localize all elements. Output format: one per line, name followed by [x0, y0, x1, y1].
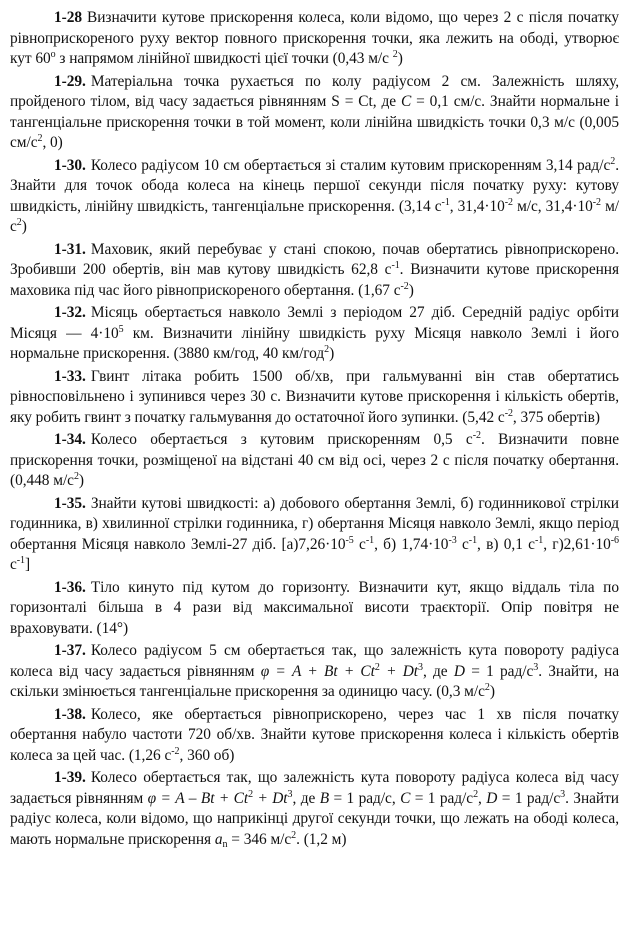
- problem-text: с: [10, 556, 17, 573]
- problem-number: 1-33.: [54, 367, 86, 385]
- formula-variable: φ = A – Bt + Ct: [147, 789, 249, 807]
- superscript: 2: [374, 661, 380, 673]
- problem-text: , 31,4·10: [449, 197, 505, 215]
- problem-text: , 0): [42, 134, 63, 151]
- problem-text: Місяць обертається навколо Землі з періодом 27 діб. Середній радіус орбіти Місяця — 4·10: [10, 304, 619, 342]
- superscript: -2: [504, 196, 513, 208]
- formula-variable: C: [400, 93, 412, 110]
- problem-item: [10, 430, 619, 492]
- problem-item: [10, 303, 619, 365]
- problem-number: 1-29.: [54, 72, 86, 90]
- problem-item: [10, 8, 619, 70]
- problem-text: ): [21, 218, 27, 235]
- superscript: 2: [248, 788, 254, 800]
- problem-number: 1-37.: [54, 642, 86, 659]
- problem-number: 1-34.: [54, 431, 86, 448]
- problem-text: , в) 0,1 с: [477, 535, 535, 553]
- superscript: 3: [533, 661, 539, 673]
- formula-variable: φ = A + Bt + Ct: [260, 662, 375, 680]
- superscript: -2: [592, 196, 601, 208]
- superscript: -5: [345, 534, 354, 546]
- formula-variable: B: [319, 789, 330, 807]
- problem-text: Колесо обертається так, що залежність кута повороту радіуса колеса від часу задається рівнянням: [10, 769, 619, 807]
- problem-text: . Визначити повне прискорення точки, розміщеної на відстані 40 см від осі, через 2 с після початку обертання. (0,448 м/с: [10, 431, 619, 489]
- superscript: 3: [418, 661, 423, 673]
- superscript: 5: [118, 323, 124, 335]
- problem-text: ,: [478, 789, 487, 807]
- problem-item: [10, 768, 619, 850]
- superscript: -1: [391, 260, 400, 271]
- problem-item: [10, 705, 619, 767]
- problem-text: = 1 рад/с: [464, 662, 534, 680]
- problem-text: с: [353, 535, 366, 553]
- problem-text: ]: [25, 556, 31, 573]
- problem-text: , 375 обертів): [512, 408, 600, 426]
- problem-text: Колесо обертається з кутовим прискоренням 0,5 с: [90, 431, 473, 448]
- formula-variable: D: [453, 662, 465, 680]
- formula-variable: + Dt: [253, 789, 288, 807]
- problem-number: 1-36.: [54, 578, 86, 596]
- problem-text: = 1 рад/с: [410, 789, 474, 807]
- superscript: -1: [441, 196, 450, 208]
- superscript: o: [50, 49, 56, 60]
- superscript: 2: [484, 682, 490, 693]
- problem-text: ): [489, 683, 495, 700]
- superscript: -1: [16, 555, 26, 566]
- problem-item: [10, 156, 619, 238]
- superscript: 3: [287, 788, 293, 800]
- problem-text: Тіло кинуто під кутом до горизонту. Визначити кут, якщо віддаль тіла по горизонталі більша в 4 рази від максимальної висоти траєкторії. Опір повітря не враховувати. (14°): [10, 578, 619, 637]
- formula-variable: a: [214, 830, 223, 848]
- problem-number: 1-30.: [54, 156, 86, 174]
- problem-number: 1-39.: [54, 769, 86, 786]
- problem-text: , де: [422, 662, 454, 680]
- superscript: 2: [473, 788, 479, 800]
- problem-text: Колесо радіусом 10 см обертається зі сталим кутовим прискоренням 3,14 рад/с: [90, 156, 611, 174]
- superscript: -1: [365, 534, 375, 546]
- problem-text: = 0,1 см/с. Знайти нормальне і тангенціальне прискорення точки в той момент, коли лінійна швидкість точки 0,3 м/с (0,005 см/с: [10, 93, 619, 151]
- problem-text: Колесо радіусом 5 см обертається так, що залежність кута повороту радіуса колеса від часу задається рівнянням: [10, 642, 619, 680]
- problem-text: з напрямом лінійної швидкості цієї точки (0,43 м/с: [55, 50, 393, 67]
- problem-text: . (1,2 м): [296, 830, 347, 848]
- superscript: -2: [400, 280, 409, 292]
- problem-number: 1-35.: [54, 494, 86, 512]
- problem-text: Знайти кутові швидкості: а) добового обертання Землі, б) годинникової стрілки годинника, в) хвилинної стрілки годинника, г) обертання Місяця навколо Землі, якщо період обертання Місяця навколо Землі-27 діб. [а)7,26·10: [10, 494, 619, 553]
- problem-text: , г)2,61·10: [543, 535, 611, 553]
- subscript: n: [222, 838, 228, 850]
- problem-text: ): [329, 345, 335, 362]
- superscript: 2: [291, 829, 297, 841]
- problem-text: , 360 об): [179, 746, 235, 764]
- problem-text: ): [78, 472, 84, 489]
- superscript: -2: [472, 430, 481, 441]
- problem-text: м/с: [10, 197, 619, 235]
- superscript: -2: [171, 745, 180, 757]
- superscript: 2: [610, 155, 616, 167]
- problem-number: 1-32.: [54, 304, 86, 321]
- superscript: -2: [504, 407, 513, 419]
- superscript: -3: [448, 534, 457, 546]
- problem-text: = 1 рад/с: [497, 789, 561, 807]
- problem-text: . Знайти радіус колеса, коли відомо, що наприкінці другої секунди точки, що лежать на ободі колеса, мають нормальне прискорення: [10, 789, 619, 848]
- problem-text: Колесо, яке обертається рівноприскорено, через час 1 хв після початку обертання набуло частоти 720 об/хв. Знайти кутове прискорення колеса і кількість обертів колеса за цей час. (1,26 с: [10, 705, 619, 764]
- problem-text: Маховик, який перебуває у стані спокою, почав обертатись рівноприскорено. Зробивши 200 обертів, він мав кутову швидкість 62,8 с: [10, 240, 619, 278]
- problem-text: ): [408, 281, 414, 299]
- problem-number: 1-38.: [54, 705, 86, 723]
- superscript: 2: [73, 471, 79, 482]
- superscript: -6: [610, 534, 619, 546]
- problem-item: [10, 578, 619, 640]
- problem-item: [10, 641, 619, 703]
- problem-text: . Знайти, на скільки змінюється тангенціальне прискорення за одиницю часу. (0,3 м/с: [10, 662, 619, 700]
- formula-variable: C: [400, 789, 411, 807]
- problem-text: м/с, 31,4·10: [513, 197, 593, 215]
- problem-text: , де: [292, 789, 320, 807]
- superscript: 2: [392, 49, 398, 60]
- problem-text: . Визначити кутове прискорення маховика під час його рівноприскореного обертання. (1,67 с: [10, 261, 620, 299]
- problem-text: Визначити кутове прискорення колеса, коли відомо, що через 2 с після початку рівноприскореного руху вектор повного прискорення точки, яка лежить на ободі, утворює кут 60: [10, 9, 619, 67]
- problem-item: [10, 240, 619, 302]
- problem-text: Матеріальна точка рухається по колу радіусом 2 см. Залежність шляху, пройденого тілом, від часу задається рівнянням S = Ct, де: [10, 72, 619, 110]
- problem-number: 1-28: [54, 9, 83, 26]
- problem-item: [10, 72, 619, 154]
- superscript: -1: [534, 534, 544, 546]
- problem-text: = 1 рад/с,: [329, 789, 401, 807]
- problem-item: [10, 367, 619, 429]
- formula-variable: D: [486, 789, 498, 807]
- superscript: 2: [324, 344, 330, 355]
- formula-variable: + Dt: [379, 662, 418, 680]
- problem-text: км. Визначити лінійну швидкість руху Місяця навколо Землі і його нормальне прискорення. (3880 км/год, 40 км/год: [10, 324, 619, 362]
- problem-text: . Знайти для точок обода колеса на кінець першої секунди після початку руху: кутову швидкість, лінійну швидкість, тангенціальне прискорення. (3,14 с: [10, 156, 619, 215]
- problem-number: 1-31.: [54, 240, 86, 258]
- problem-text: ): [397, 50, 403, 67]
- superscript: 3: [560, 788, 566, 800]
- problem-text: = 346 м/с: [227, 830, 292, 848]
- superscript: -1: [468, 534, 478, 546]
- problem-text: с: [456, 535, 469, 553]
- superscript: 2: [16, 217, 22, 228]
- problem-item: [10, 494, 619, 576]
- superscript: 2: [37, 133, 43, 144]
- problem-text: Гвинт літака робить 1500 об/хв, при гальмуванні він став обертатись рівносповільнено і зупинився через 30 с. Визначити кутове прискорення і кількість обертів, яку робить гвинт з початку гальмування до остаточної його зупинки. (5,42 с: [10, 367, 619, 426]
- problem-text: , б) 1,74·10: [374, 535, 449, 553]
